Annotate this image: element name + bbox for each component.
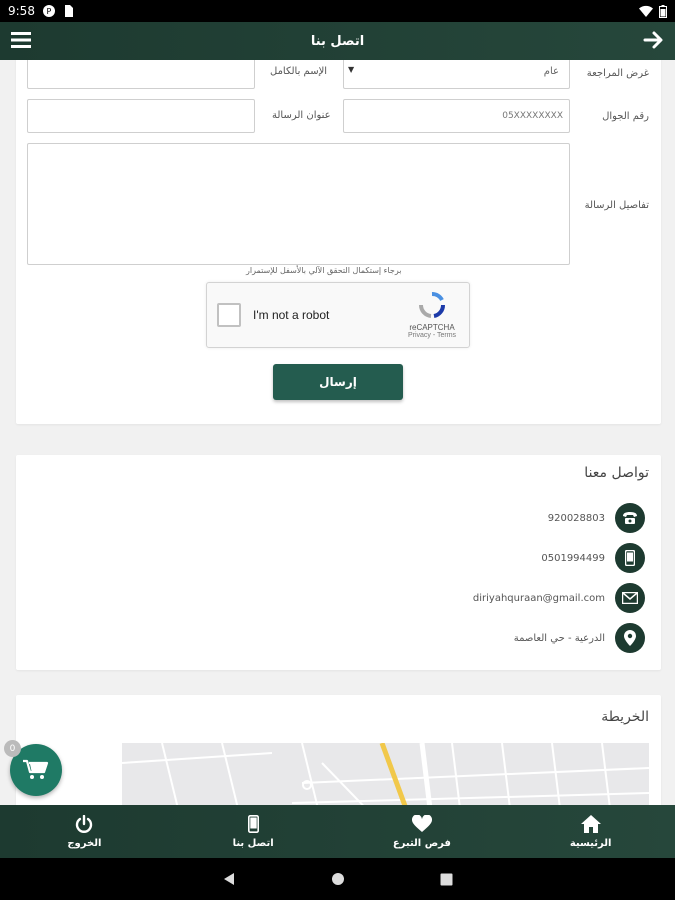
wifi-icon [639, 5, 653, 17]
mobile-input[interactable] [343, 99, 570, 133]
recaptcha-logo [407, 291, 457, 339]
cart-count-badge: 0 [4, 740, 21, 757]
phone-icon [615, 503, 645, 533]
battery-icon [659, 5, 667, 18]
contact-item-address[interactable]: الدرعية - حي العاصمة [514, 623, 645, 653]
contact-item-mobile[interactable]: 0501994499 [541, 543, 645, 573]
status-time: 9:58 [8, 4, 35, 18]
recaptcha-widget [206, 282, 470, 348]
back-triangle-icon[interactable] [222, 872, 236, 886]
nav-logout[interactable]: الخروج [0, 805, 169, 858]
menu-icon[interactable] [10, 29, 32, 51]
bottom-nav [0, 805, 675, 858]
contact-info-card [16, 455, 661, 670]
notification-icon [43, 5, 55, 17]
mobile-label: رقم الجوال [602, 111, 649, 122]
purpose-value: عام [543, 66, 559, 77]
mobile-icon [248, 815, 259, 833]
purpose-label: غرض المراجعة [586, 68, 649, 79]
heart-icon [412, 815, 432, 833]
recaptcha-terms-link[interactable]: Privacy - Terms [407, 332, 457, 339]
arrow-right-icon[interactable] [643, 29, 665, 51]
svg-text:P: P [46, 7, 52, 16]
mobile-icon [615, 543, 645, 573]
contact-title: تواصل معنا [584, 465, 649, 481]
system-nav-bar [0, 858, 675, 900]
dropdown-arrow-icon: ▼ [348, 65, 355, 74]
details-label: تفاصيل الرسالة [584, 200, 649, 211]
subject-input[interactable] [27, 99, 255, 133]
fullname-label: الإسم بالكامل [270, 66, 328, 77]
map-view[interactable] [122, 743, 649, 805]
mobile-placeholder: 05XXXXXXXX [502, 111, 563, 121]
recaptcha-checkbox[interactable] [217, 303, 241, 327]
contact-item-phone[interactable]: 920028803 [548, 503, 645, 533]
nav-contact-us[interactable]: اتصل بنا [169, 805, 338, 858]
fullname-input[interactable] [27, 60, 255, 89]
cart-icon [23, 759, 49, 781]
map-title: الخريطة [601, 709, 649, 725]
subject-label: عنوان الرسالة [272, 110, 331, 121]
submit-button[interactable]: إرسال [273, 364, 403, 400]
contact-item-email[interactable]: diriyahquraan@gmail.com [473, 583, 645, 613]
status-bar [0, 0, 675, 22]
email-icon [615, 583, 645, 613]
nav-donation-opportunities[interactable]: فرص التبرع [338, 805, 507, 858]
content-area[interactable] [0, 60, 675, 805]
recents-square-icon[interactable] [440, 873, 453, 886]
page-title: اتصل بنا [310, 33, 365, 49]
captcha-note: برجاء إستكمال التحقق الآلي بالأسفل للإستمرار [246, 266, 402, 275]
power-icon [75, 815, 93, 833]
location-icon [615, 623, 645, 653]
recaptcha-text: I'm not a robot [253, 308, 330, 322]
contact-form-card [16, 60, 661, 424]
sim-card-icon [63, 5, 73, 17]
details-textarea[interactable] [27, 143, 570, 265]
app-bar [0, 22, 675, 60]
home-icon [581, 815, 601, 833]
home-circle-icon[interactable] [331, 872, 345, 886]
nav-home[interactable]: الرئيسية [506, 805, 675, 858]
map-card [16, 695, 661, 805]
recaptcha-icon [418, 291, 446, 319]
purpose-select[interactable] [343, 60, 570, 89]
recaptcha-brand: reCAPTCHA [409, 323, 455, 332]
